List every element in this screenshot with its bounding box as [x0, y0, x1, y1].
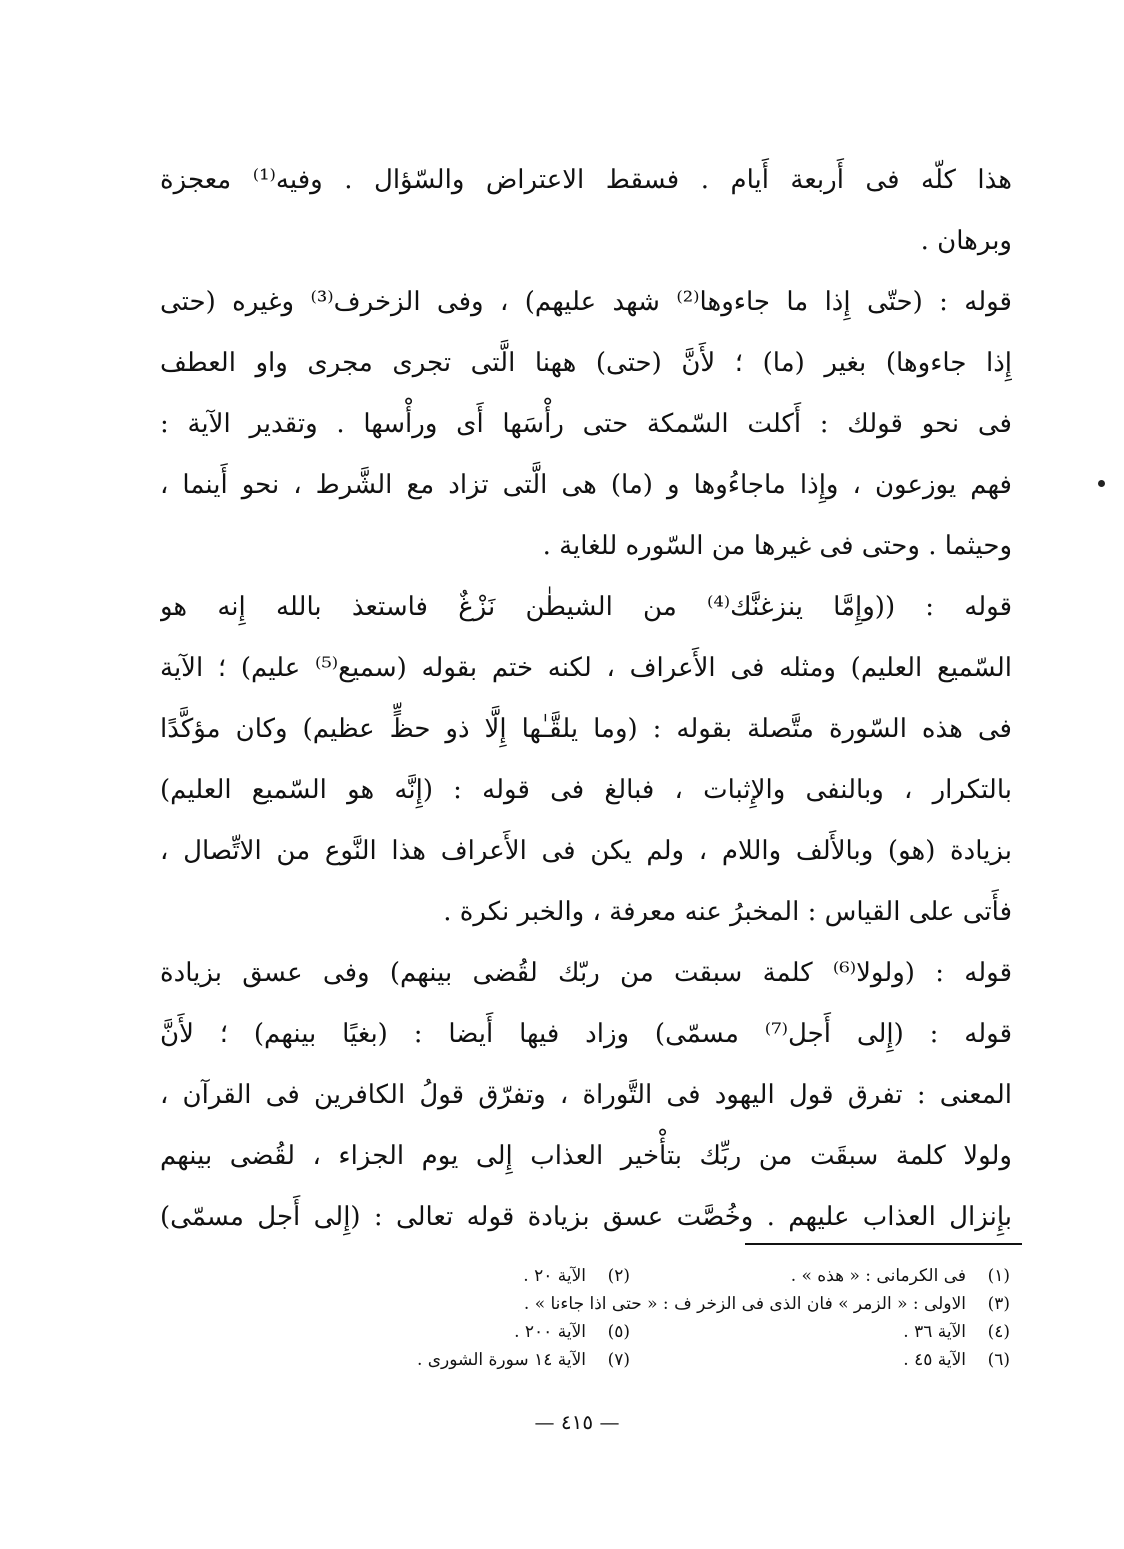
footnote-number: (٥) — [607, 1322, 630, 1342]
footnote-text: الآية ٤٥ . — [903, 1350, 966, 1370]
text-line: فى نحو قولك : أَكلت السّمكة حتى رأْسَها أَى ورأْسها . وتقدير الآية : — [160, 409, 1012, 439]
footnote-text: الآية ١٤ سورة الشورى . — [416, 1350, 586, 1370]
footnote-number: (٦) — [987, 1350, 1010, 1370]
text-line: السّميع العليم) ومثله فى الأَعراف ، لكنه ختم بقوله (سميع⁽⁵⁾ عليم) ؛ الآية — [160, 653, 1012, 683]
footnote-row — [250, 1290, 1010, 1318]
footnote — [630, 1262, 1010, 1290]
text-line: بزيادة (هو) وبالأَلف واللام ، ولم يكن فى الأَعراف هذا النَّوع من الاتِّصال ، — [160, 836, 1012, 866]
footnote-number: (٧) — [607, 1350, 630, 1370]
text-line: فأَتى على القياس : المخبرُ عنه معرفة ، والخبر نكرة . — [443, 897, 1012, 927]
footnote-text: الاولى : « الزمر » فان الذى فى الزخر ف : « حتى اذا جاءنا » . — [523, 1294, 966, 1314]
text-line: وبرهان . — [920, 226, 1012, 256]
footnote — [250, 1318, 630, 1346]
footnote-text: الآية ٢٠٠ . — [514, 1322, 586, 1342]
text-line: وحيثما . وحتى فى غيرها من السّوره للغاية . — [542, 531, 1012, 561]
text-line: فهم يوزعون ، وإِذا ماجاءُوها و (ما) هى الَّتى تزاد مع الشَّرط ، نحو أَينما ، — [160, 470, 1012, 500]
footnote-number: (٣) — [987, 1294, 1010, 1314]
footnote — [524, 1290, 1010, 1318]
main-text — [160, 150, 1012, 1248]
footnote-text: الآية ٢٠ . — [523, 1266, 586, 1286]
footnote-row — [250, 1318, 1010, 1346]
text-line: ولولا كلمة سبقَت من ربِّك بتأْخير العذاب إِلى يوم الجزاء ، لقُضى بينهم — [160, 1141, 1012, 1171]
text-line: قوله : (ولولا⁽⁶⁾ كلمة سبقت من ربّك لقُضى بينهم) وفى عسق بزيادة — [160, 958, 1012, 988]
text-line: قوله : (إِلى أَجل⁽⁷⁾ مسمّى) وزاد فيها أَيضا : (بغيًا بينهم) ؛ لأَنَّ — [160, 1019, 1012, 1049]
text-line: بالتكرار ، وبالنفى والإِثبات ، فبالغ فى قوله : (إِنَّه هو السّميع العليم) — [160, 775, 1012, 805]
footnote-row — [250, 1346, 1010, 1374]
text-line: بإِنزال العذاب عليهم . وخُصَّت عسق بزيادة قوله تعالى : (إِلى أَجل مسمّى) — [160, 1202, 1012, 1232]
footnote-number: (٤) — [987, 1322, 1010, 1342]
footnote-divider — [745, 1243, 1022, 1245]
footnote — [630, 1318, 1010, 1346]
text-line: المعنى : تفرق قول اليهود فى التَّوراة ، وتفرّق قولُ الكافرين فى القرآن ، — [160, 1080, 1012, 1110]
footnote-row — [250, 1262, 1010, 1290]
footnote — [250, 1262, 630, 1290]
footnotes — [250, 1262, 1010, 1374]
text-line: فى هذه السّورة متَّصلة بقوله : (وما يلقَّـٰها إِلَّا ذو حظٍّ عظيم) وكان مؤكَّدًا — [160, 714, 1012, 744]
text-line: قوله : ((وإِمَّا ينزغنَّك⁽⁴⁾ من الشيطٰن نَزْغٌ فاستعذ بالله إِنه هو — [160, 592, 1012, 622]
page-number: — ٤١٥ — — [534, 1410, 620, 1434]
footnote-text: الآية ٣٦ . — [903, 1322, 966, 1342]
text-line: قوله : (حتّى إِذا ما جاءوها⁽²⁾ شهد عليهم) ، وفى الزخرف⁽³⁾ وغيره (حتى — [160, 287, 1012, 317]
footnote — [630, 1346, 1010, 1374]
text-line: إِذا جاءوها) بغير (ما) ؛ لأَنَّ (حتى) ههنا الَّتى تجرى مجرى واو العطف — [160, 348, 1012, 378]
footnote — [250, 1346, 630, 1374]
footnote-number: (١) — [987, 1266, 1010, 1286]
footnote-text: فى الكرمانى : « هذه » . — [790, 1266, 966, 1286]
margin-mark — [1098, 480, 1105, 487]
footnote-number: (٢) — [607, 1266, 630, 1286]
text-line: هذا كلّه فى أَربعة أَيام . فسقط الاعتراض والسّؤال . وفيه⁽¹⁾ معجزة — [160, 165, 1012, 195]
